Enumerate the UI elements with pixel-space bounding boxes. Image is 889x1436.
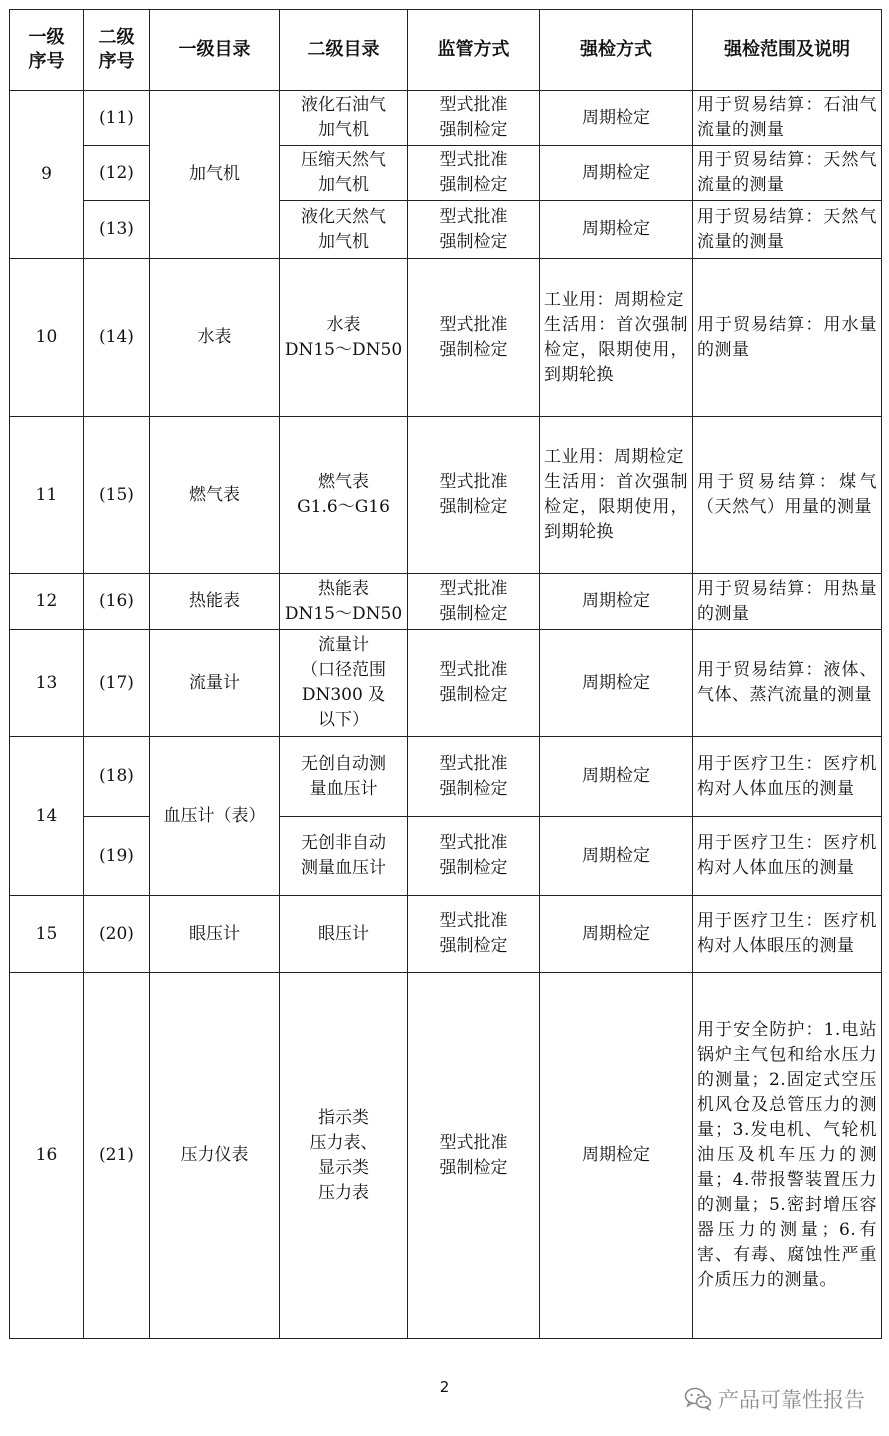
inspection-method: 周期检定 [540, 896, 693, 973]
scope-description: 用于贸易结算：用水量的测量 [693, 259, 882, 417]
inspection-method: 周期检定 [540, 146, 693, 201]
supervision-method: 型式批准 强制检定 [408, 630, 540, 737]
level2-category: 指示类 压力表、 显示类 压力表 [280, 973, 408, 1339]
table-row [10, 574, 882, 630]
scope-description: 用于贸易结算：用热量的测量 [693, 574, 882, 630]
inspection-method: 周期检定 [540, 737, 693, 817]
level1-no: 12 [10, 574, 84, 630]
level1-category: 水表 [150, 259, 280, 417]
supervision-method: 型式批准 强制检定 [408, 146, 540, 201]
inspection-method: 周期检定 [540, 201, 693, 259]
level1-no: 11 [10, 417, 84, 574]
level2-no: (21) [84, 973, 150, 1339]
level2-no: (18) [84, 737, 150, 817]
supervision-method: 型式批准 强制检定 [408, 896, 540, 973]
scope-description: 用于医疗卫生：医疗机构对人体血压的测量 [693, 817, 882, 896]
header-level2-no: 二级 序号 [84, 10, 150, 91]
level2-category: 液化石油气 加气机 [280, 91, 408, 146]
level2-no: (20) [84, 896, 150, 973]
inspection-method: 工业用：周期检定 生活用：首次强制检定，限期使用，到期轮换 [540, 417, 693, 574]
level1-category: 流量计 [150, 630, 280, 737]
level2-category: 热能表 DN15～DN50 [280, 574, 408, 630]
level1-no: 9 [10, 91, 84, 259]
table-row [10, 630, 882, 737]
level1-no: 14 [10, 737, 84, 896]
supervision-method: 型式批准 强制检定 [408, 574, 540, 630]
supervision-method: 型式批准 强制检定 [408, 91, 540, 146]
watermark-text: 产品可靠性报告 [718, 1388, 865, 1412]
supervision-method: 型式批准 强制检定 [408, 201, 540, 259]
supervision-method: 型式批准 强制检定 [408, 259, 540, 417]
level1-category: 血压计（表） [150, 737, 280, 896]
scope-description: 用于医疗卫生：医疗机构对人体血压的测量 [693, 737, 882, 817]
watermark [684, 1384, 865, 1414]
header-inspection: 强检方式 [540, 10, 693, 91]
level1-no: 10 [10, 259, 84, 417]
supervision-method: 型式批准 强制检定 [408, 973, 540, 1339]
table-row [10, 146, 882, 201]
table-row [10, 417, 882, 574]
header-level1-category: 一级目录 [150, 10, 280, 91]
level2-category: 压缩天然气 加气机 [280, 146, 408, 201]
level1-no: 16 [10, 973, 84, 1339]
table-row [10, 737, 882, 817]
level1-category: 燃气表 [150, 417, 280, 574]
level2-category: 燃气表 G1.6～G16 [280, 417, 408, 574]
inspection-method: 工业用：周期检定 生活用：首次强制检定，限期使用，到期轮换 [540, 259, 693, 417]
table-row [10, 259, 882, 417]
level2-no: (15) [84, 417, 150, 574]
page-number: 2 [439, 1378, 450, 1396]
supervision-method: 型式批准 强制检定 [408, 817, 540, 896]
level2-no: (19) [84, 817, 150, 896]
level1-category: 热能表 [150, 574, 280, 630]
level1-category: 压力仪表 [150, 973, 280, 1339]
level2-no: (11) [84, 91, 150, 146]
level1-category: 眼压计 [150, 896, 280, 973]
header-level2-category: 二级目录 [280, 10, 408, 91]
scope-description: 用于贸易结算：天然气流量的测量 [693, 146, 882, 201]
level2-category: 无创自动测 量血压计 [280, 737, 408, 817]
inspection-method: 周期检定 [540, 973, 693, 1339]
header-level1-no: 一级 序号 [10, 10, 84, 91]
header-scope: 强检范围及说明 [693, 10, 882, 91]
table-row [10, 973, 882, 1339]
level2-category: 水表 DN15～DN50 [280, 259, 408, 417]
table-row [10, 817, 882, 896]
wechat-icon [684, 1387, 712, 1411]
header-supervision: 监管方式 [408, 10, 540, 91]
regulation-table [9, 9, 882, 1339]
level2-no: (13) [84, 201, 150, 259]
level1-category: 加气机 [150, 91, 280, 259]
scope-description: 用于医疗卫生：医疗机构对人体眼压的测量 [693, 896, 882, 973]
scope-description: 用于贸易结算：石油气流量的测量 [693, 91, 882, 146]
table-row [10, 201, 882, 259]
level2-no: (17) [84, 630, 150, 737]
level2-category: 无创非自动 测量血压计 [280, 817, 408, 896]
level2-category: 流量计 （口径范围 DN300 及 以下） [280, 630, 408, 737]
scope-description: 用于安全防护：1.电站锅炉主气包和给水压力的测量；2.固定式空压机风仓及总管压力的测量；3.发电机、气轮机油压及机车压力的测量；4.带报警装置压力的测量；5.密封增压容器压力的测量；6.有害、有毒、腐蚀性严重介质压力的测量。 [693, 973, 882, 1339]
level2-no: (12) [84, 146, 150, 201]
scope-description: 用于贸易结算：液体、气体、蒸汽流量的测量 [693, 630, 882, 737]
level2-category: 眼压计 [280, 896, 408, 973]
level2-no: (16) [84, 574, 150, 630]
level1-no: 15 [10, 896, 84, 973]
inspection-method: 周期检定 [540, 574, 693, 630]
scope-description: 用于贸易结算：煤气（天然气）用量的测量 [693, 417, 882, 574]
table-row [10, 91, 882, 146]
inspection-method: 周期检定 [540, 817, 693, 896]
inspection-method: 周期检定 [540, 630, 693, 737]
level2-no: (14) [84, 259, 150, 417]
supervision-method: 型式批准 强制检定 [408, 737, 540, 817]
inspection-method: 周期检定 [540, 91, 693, 146]
supervision-method: 型式批准 强制检定 [408, 417, 540, 574]
level1-no: 13 [10, 630, 84, 737]
level2-category: 液化天然气 加气机 [280, 201, 408, 259]
scope-description: 用于贸易结算：天然气流量的测量 [693, 201, 882, 259]
table-header-row [10, 10, 882, 91]
table-row [10, 896, 882, 973]
